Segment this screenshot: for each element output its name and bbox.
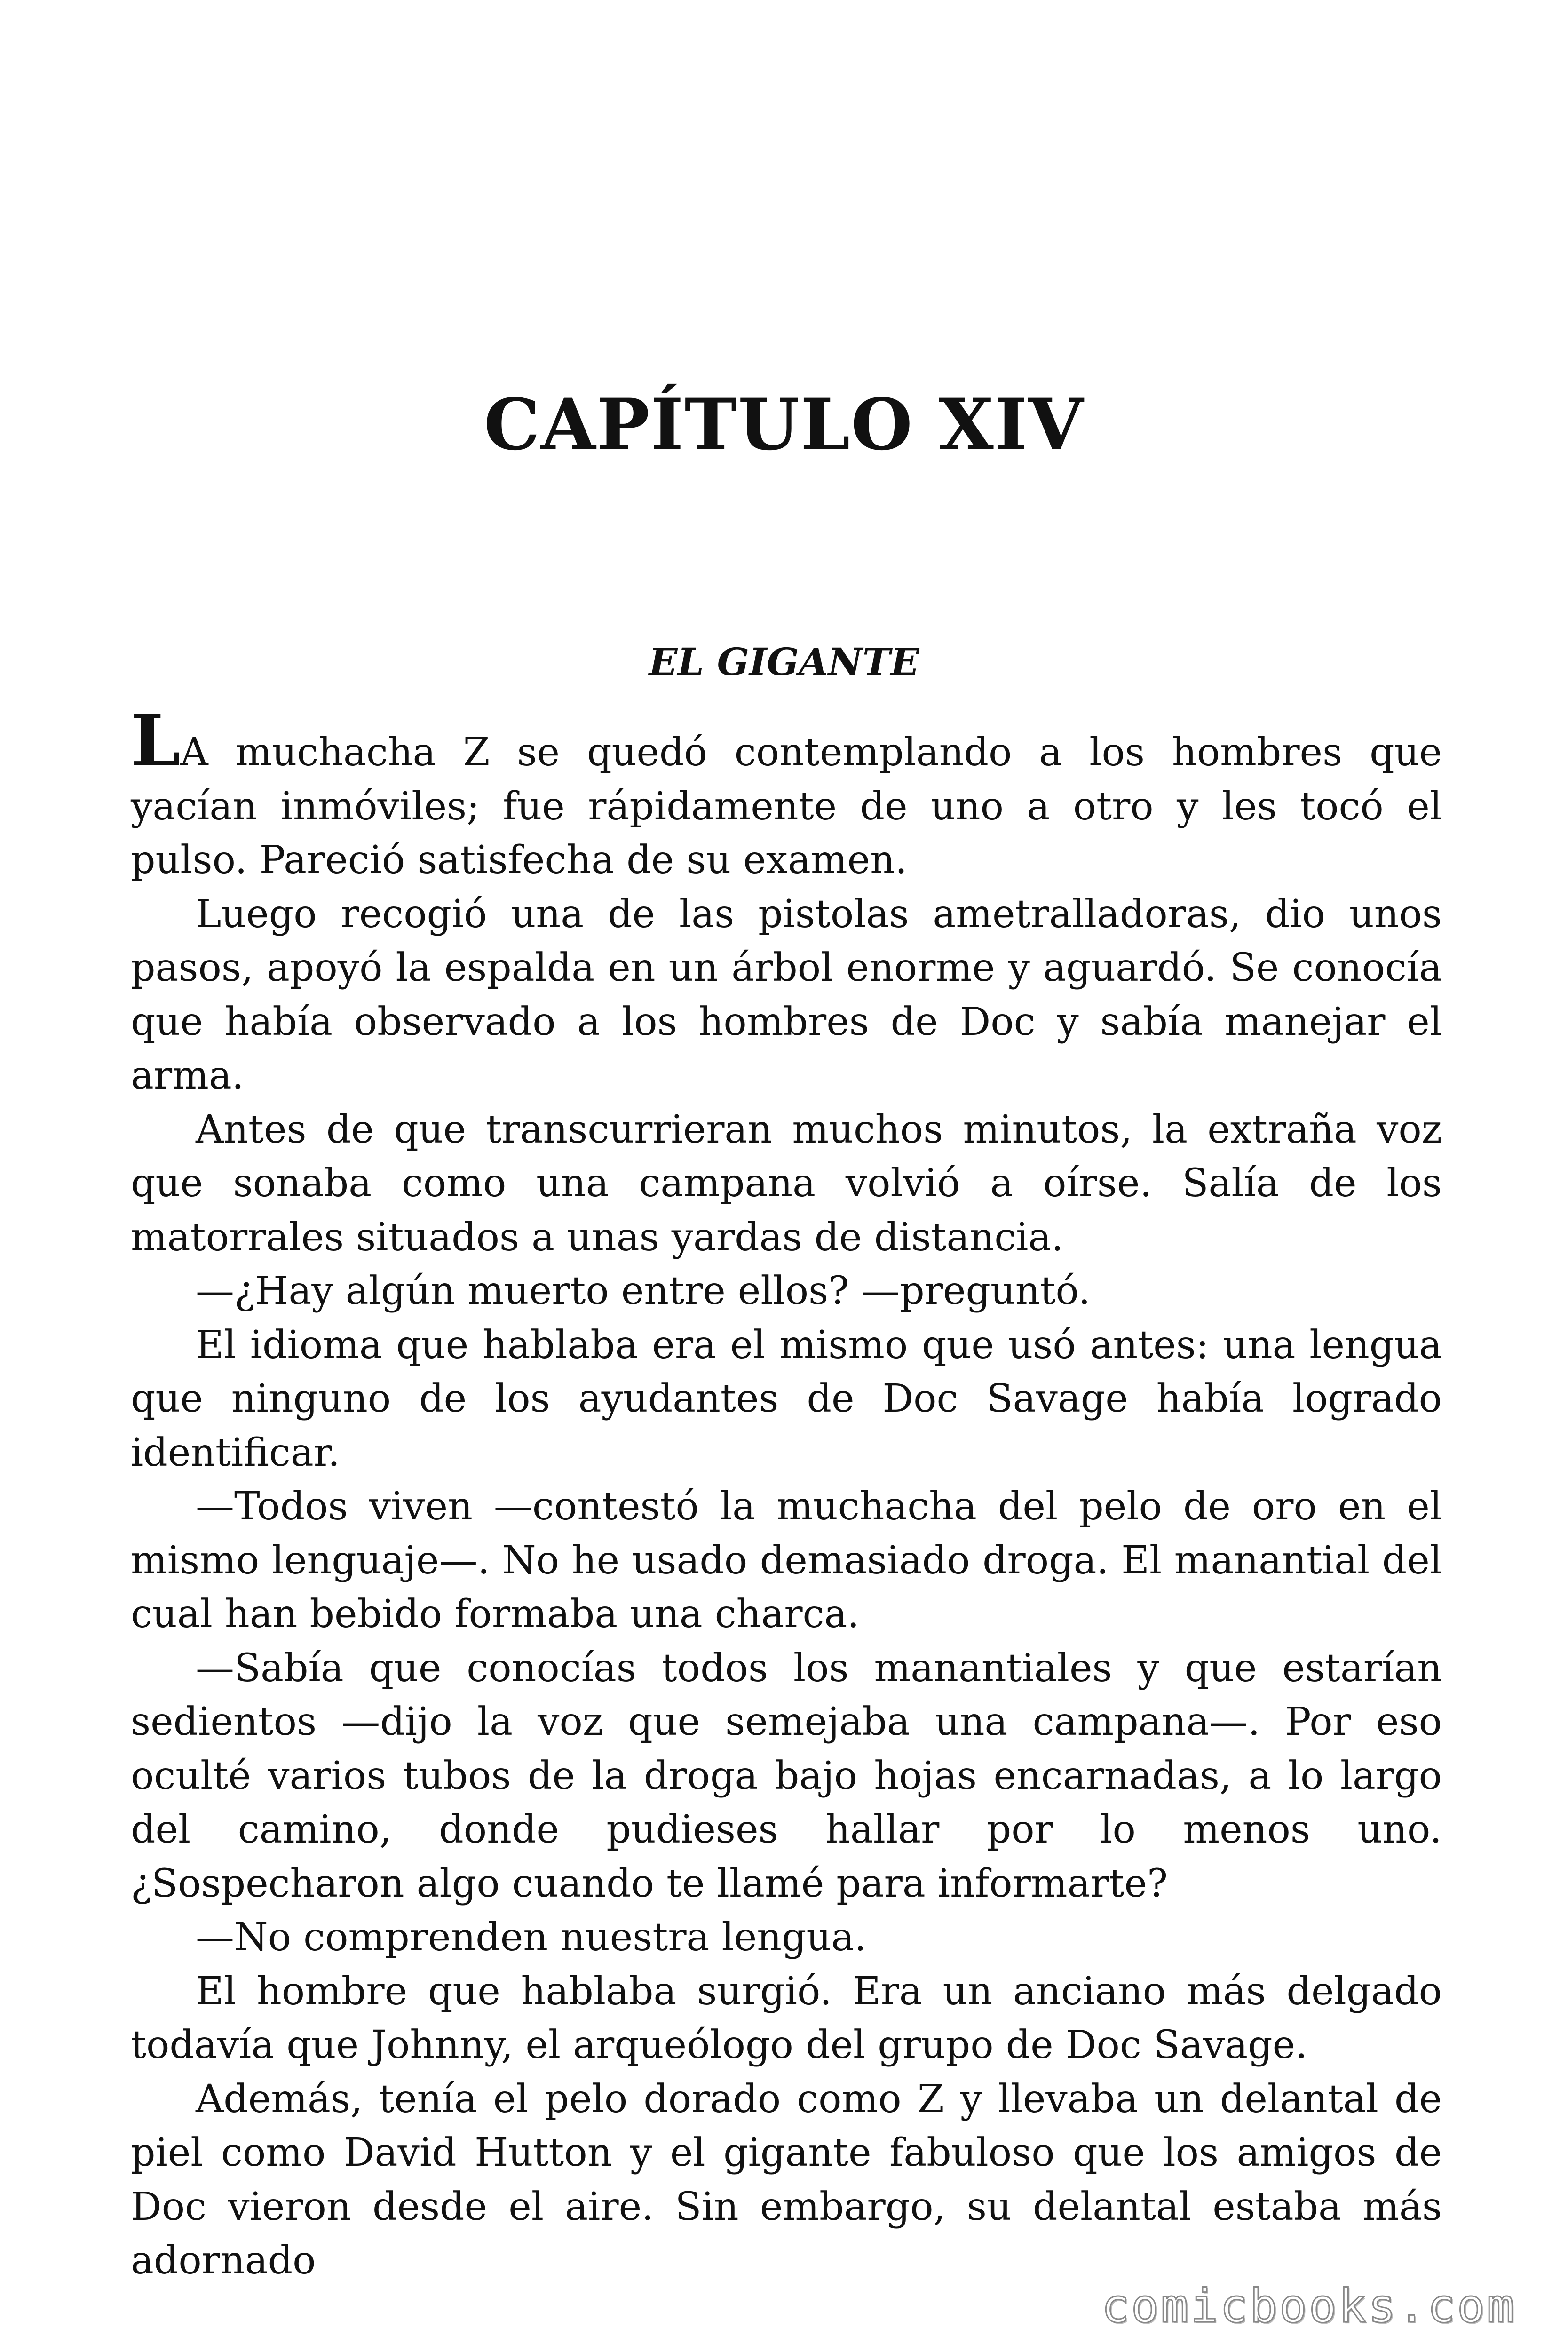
- first-paragraph-text: A muchacha Z se quedó contemplando a los hombres que yacían inmóviles; fue rápidamente de uno a otro y les tocó el pulso. Pareció satisfecha de su examen.: [131, 730, 1442, 882]
- first-paragraph: [131, 699, 1442, 888]
- paragraph: Luego recogió una de las pistolas ametralladoras, dio unos pasos, apoyó la espalda en un árbol enorme y aguardó. Se conocía que había observado a los hombres de Doc y sabía manejar el arma.: [131, 891, 1442, 1098]
- drop-cap: L: [131, 699, 181, 782]
- paragraph: —Todos viven —contestó la muchacha del pelo de oro en el mismo lenguaje—. No he usado demasiado droga. El manantial del cual han bebido formaba una charca.: [131, 1484, 1442, 1637]
- chapter-body: [131, 699, 1442, 2288]
- paragraph: —¿Hay algún muerto entre ellos? —preguntó.: [196, 1269, 1091, 1313]
- paragraph: Antes de que transcurrieran muchos minutos, la extraña voz que sonaba como una campana volvió a oírse. Salía de los matorrales situados a unas yardas de distancia.: [131, 1107, 1442, 1260]
- paragraph: —No comprenden nuestra lengua.: [196, 1915, 867, 1960]
- chapter-subtitle: EL GIGANTE: [649, 640, 919, 684]
- watermark-logo: comicbooks.com: [1101, 2280, 1516, 2333]
- paragraph: Además, tenía el pelo dorado como Z y llevaba un delantal de piel como David Hutton y el gigante fabuloso que los amigos de Doc vieron desde el aire. Sin embargo, su delantal estaba más adornado: [131, 2076, 1442, 2283]
- chapter-title: CAPÍTULO XIV: [483, 383, 1085, 466]
- paragraph: El idioma que hablaba era el mismo que usó antes: una lengua que ninguno de los ayudantes de Doc Savage había logrado identificar.: [131, 1322, 1442, 1475]
- paragraph: —Sabía que conocías todos los manantiales y que estarían sedientos —dijo la voz que semejaba una campana—. Por eso oculté varios tubos de la droga bajo hojas encarnadas, a lo largo del camino, donde pudieses hallar por lo menos uno. ¿Sospecharon algo cuando te llamé para informarte?: [131, 1645, 1442, 1906]
- paragraph: El hombre que hablaba surgió. Era un anciano más delgado todavía que Johnny, el arqueólogo del grupo de Doc Savage.: [131, 1969, 1442, 2067]
